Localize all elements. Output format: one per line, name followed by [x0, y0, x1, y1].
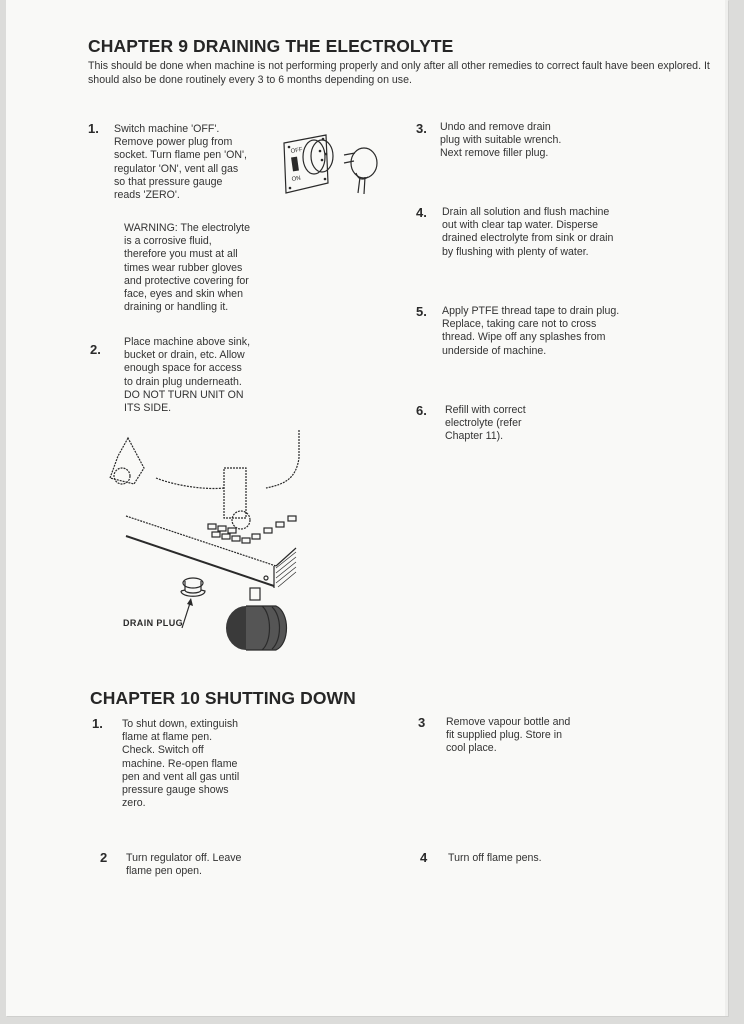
- step-6-text: Refill with correct electrolyte (refer Chapter 11).: [445, 404, 526, 443]
- step-4-text: Drain all solution and flush machine out with clear tap water. Disperse drained electrolyte from sink or drain by flushing with plenty of water.: [442, 206, 614, 258]
- shutdown-step-3-number: 3: [418, 715, 426, 730]
- step-1-number: 1.: [88, 121, 99, 136]
- page-edge: [725, 0, 728, 1016]
- step-6-number: 6.: [416, 403, 427, 418]
- warning-text: WARNING: The electrolyte is a corrosive fluid, therefore you must at all times wear rubber gloves and protective covering for face, eyes and skin when draining or handling it.: [124, 222, 250, 314]
- step-1-text: Switch machine 'OFF'. Remove power plug from socket. Turn flame pen 'ON', regulator 'ON', vent all gas so that pressure gauge reads 'ZERO'.: [114, 123, 247, 202]
- chapter-9-intro: This should be done when machine is not performing properly and only after all other remedies to correct fault have been explored. It should also be done routinely every 3 to 6 months depending on use.: [88, 60, 710, 86]
- switch-on-label: ON: [291, 175, 302, 183]
- shutdown-step-2-number: 2: [100, 850, 108, 865]
- rocker-switch: [291, 157, 299, 172]
- vent-slots: [208, 516, 296, 543]
- step-4-number: 4.: [416, 205, 427, 220]
- chapter-10-title: CHAPTER 10 SHUTTING DOWN: [90, 688, 356, 708]
- power-plug: [351, 148, 377, 178]
- step-5-text: Apply PTFE thread tape to drain plug. Replace, taking care not to cross thread. Wipe off any splashes from underside of machine.: [442, 305, 620, 357]
- shutdown-step-1-number: 1.: [92, 716, 103, 731]
- step-2-text: Place machine above sink, bucket or drain, etc. Allow enough space for access to drain plug underneath. DO NOT TURN UNIT ON ITS SIDE.: [124, 336, 251, 415]
- socket-plug-illustration: [274, 127, 384, 205]
- shutdown-step-1-text: To shut down, extinguish flame at flame pen. Check. Switch off machine. Re-open flame pen and vent all gas until pressure gauge shows zero.: [122, 718, 240, 810]
- step-3-number: 3.: [416, 121, 427, 136]
- shutdown-step-4-number: 4: [420, 850, 428, 865]
- chapter-9-title: CHAPTER 9 DRAINING THE ELECTROLYTE: [88, 36, 454, 56]
- step-5-number: 5.: [416, 304, 427, 319]
- step-2-number: 2.: [90, 342, 101, 357]
- drain-plug-label: DRAIN PLUG: [123, 618, 183, 628]
- shutdown-step-4-text: Turn off flame pens.: [448, 852, 542, 864]
- switch-off-label: OFF: [290, 146, 304, 155]
- manual-page: [6, 0, 728, 1016]
- shutdown-step-3-text: Remove vapour bottle and fit supplied plug. Store in cool place.: [446, 716, 571, 755]
- shutdown-step-2-text: Turn regulator off. Leave flame pen open.: [126, 852, 242, 878]
- step-3-text: Undo and remove drain plug with suitable wrench. Next remove filler plug.: [440, 121, 562, 160]
